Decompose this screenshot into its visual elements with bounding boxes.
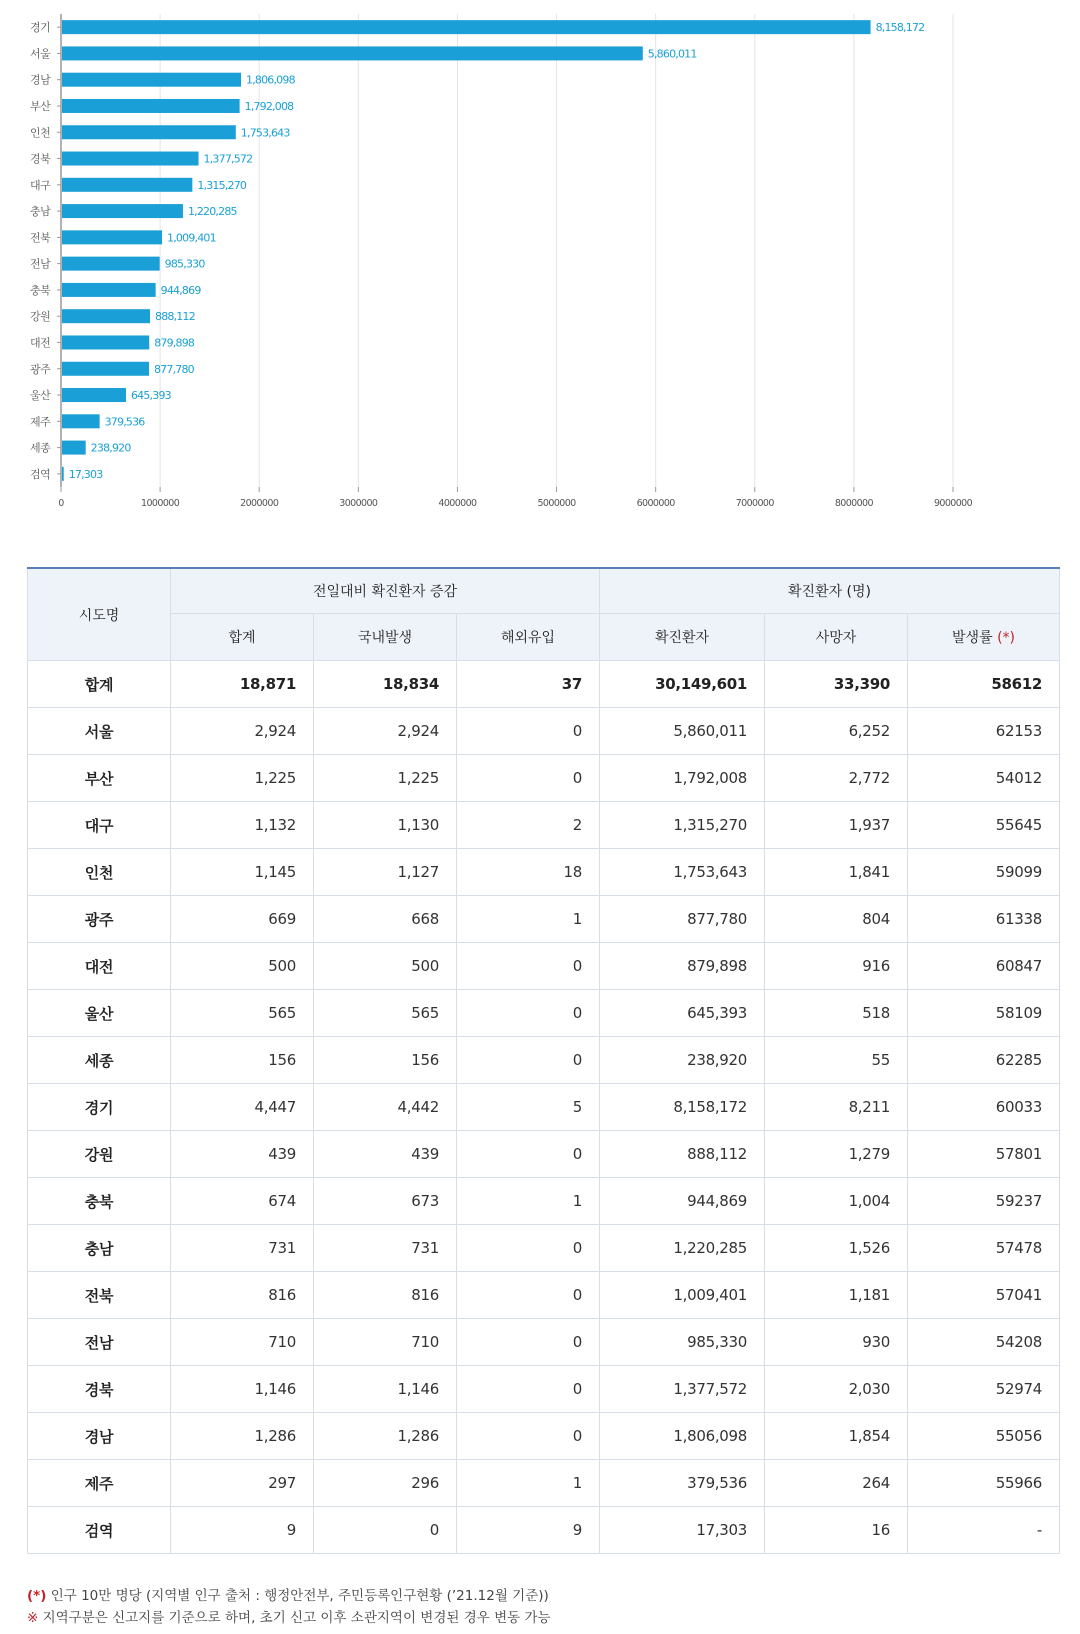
cell-confirmed: 888,112 bbox=[600, 1131, 765, 1178]
header-daily-change: 전일대비 확진환자 증감 bbox=[171, 568, 600, 614]
cell-confirmed: 238,920 bbox=[600, 1037, 765, 1084]
table-row bbox=[28, 1413, 1060, 1460]
header-confirmed: 확진환자 (명) bbox=[600, 568, 1060, 614]
cell-deaths: 1,004 bbox=[765, 1178, 908, 1225]
cell-incidence-rate: 58109 bbox=[908, 990, 1060, 1037]
cell-region: 경기 bbox=[28, 1084, 171, 1131]
bar bbox=[62, 204, 183, 218]
cell-overseas: 0 bbox=[457, 1319, 600, 1366]
cell-daily-total: 816 bbox=[171, 1272, 314, 1319]
cell-daily-total: 297 bbox=[171, 1460, 314, 1507]
cell-incidence-rate: 57801 bbox=[908, 1131, 1060, 1178]
cell-daily-total: 156 bbox=[171, 1037, 314, 1084]
cell-confirmed: 1,315,270 bbox=[600, 802, 765, 849]
table-row bbox=[28, 943, 1060, 990]
header-overseas: 해외유입 bbox=[457, 614, 600, 661]
category-label: 서울 bbox=[30, 47, 51, 61]
cell-incidence-rate: 57478 bbox=[908, 1225, 1060, 1272]
cell-daily-total: 2,924 bbox=[171, 708, 314, 755]
cell-domestic: 439 bbox=[314, 1131, 457, 1178]
table-row bbox=[28, 849, 1060, 896]
cell-daily-total: 731 bbox=[171, 1225, 314, 1272]
cell-region: 충북 bbox=[28, 1178, 171, 1225]
cell-deaths: 264 bbox=[765, 1460, 908, 1507]
bar bbox=[62, 46, 643, 60]
x-tick-label: 9000000 bbox=[933, 498, 973, 509]
cell-daily-total: 4,447 bbox=[171, 1084, 314, 1131]
x-tick-label: 6000000 bbox=[636, 498, 675, 509]
bar-chart bbox=[0, 0, 1080, 540]
x-tick-label: 8000000 bbox=[834, 498, 873, 509]
cell-incidence-rate: 61338 bbox=[908, 896, 1060, 943]
x-tick-label: 5000000 bbox=[537, 498, 576, 509]
cell-deaths: 55 bbox=[765, 1037, 908, 1084]
cell-confirmed: 379,536 bbox=[600, 1460, 765, 1507]
category-label: 경기 bbox=[30, 21, 51, 35]
cell-incidence-rate: 59099 bbox=[908, 849, 1060, 896]
cell-domestic: 18,834 bbox=[314, 661, 457, 708]
cell-incidence-rate: 60847 bbox=[908, 943, 1060, 990]
cell-daily-total: 1,146 bbox=[171, 1366, 314, 1413]
category-label: 검역 bbox=[30, 467, 51, 481]
cell-daily-total: 669 bbox=[171, 896, 314, 943]
value-label: 645,393 bbox=[130, 389, 171, 403]
cell-domestic: 673 bbox=[314, 1178, 457, 1225]
value-label: 238,920 bbox=[90, 441, 131, 455]
cell-incidence-rate: 55645 bbox=[908, 802, 1060, 849]
cell-domestic: 500 bbox=[314, 943, 457, 990]
cell-region: 광주 bbox=[28, 896, 171, 943]
cell-deaths: 33,390 bbox=[765, 661, 908, 708]
cell-incidence-rate: 60033 bbox=[908, 1084, 1060, 1131]
cell-overseas: 9 bbox=[457, 1507, 600, 1554]
value-label: 877,780 bbox=[153, 362, 194, 376]
cell-daily-total: 674 bbox=[171, 1178, 314, 1225]
bar bbox=[62, 362, 149, 376]
value-label: 944,869 bbox=[160, 283, 201, 297]
cell-confirmed: 1,009,401 bbox=[600, 1272, 765, 1319]
table-row bbox=[28, 1037, 1060, 1084]
cell-region: 울산 bbox=[28, 990, 171, 1037]
header-deaths: 사망자 bbox=[765, 614, 908, 661]
cell-confirmed: 1,220,285 bbox=[600, 1225, 765, 1272]
bar bbox=[62, 467, 64, 481]
category-label: 대전 bbox=[30, 336, 51, 350]
header-incidence-rate bbox=[908, 614, 1060, 661]
stats-table bbox=[27, 567, 1060, 1554]
table-row bbox=[28, 708, 1060, 755]
footnotes bbox=[27, 1585, 1067, 1629]
table-row bbox=[28, 1460, 1060, 1507]
bar bbox=[62, 152, 199, 166]
cell-overseas: 1 bbox=[457, 1460, 600, 1507]
cell-domestic: 1,225 bbox=[314, 755, 457, 802]
value-label: 879,898 bbox=[154, 336, 195, 350]
footnote-incidence-text: 인구 10만 명당 (지역별 인구 출처 : 행정안전부, 주민등록인구현황 (’21.12월 기준)) bbox=[46, 1588, 549, 1604]
bar bbox=[62, 388, 126, 402]
category-label: 충남 bbox=[30, 205, 51, 219]
value-label: 1,220,285 bbox=[187, 205, 237, 219]
header-domestic: 국내발생 bbox=[314, 614, 457, 661]
cell-domestic: 565 bbox=[314, 990, 457, 1037]
cell-domestic: 816 bbox=[314, 1272, 457, 1319]
header-total: 합계 bbox=[171, 614, 314, 661]
bar bbox=[62, 125, 236, 139]
cell-deaths: 804 bbox=[765, 896, 908, 943]
x-tick-label: 7000000 bbox=[735, 498, 774, 509]
cell-overseas: 0 bbox=[457, 1366, 600, 1413]
cell-daily-total: 710 bbox=[171, 1319, 314, 1366]
cell-overseas: 18 bbox=[457, 849, 600, 896]
table-row bbox=[28, 1272, 1060, 1319]
cell-region: 세종 bbox=[28, 1037, 171, 1084]
cell-overseas: 37 bbox=[457, 661, 600, 708]
category-label: 제주 bbox=[30, 415, 51, 429]
header-confirmed-cases: 확진환자 bbox=[600, 614, 765, 661]
cell-region: 대구 bbox=[28, 802, 171, 849]
cell-domestic: 156 bbox=[314, 1037, 457, 1084]
footnote-region bbox=[27, 1607, 1067, 1629]
cell-deaths: 518 bbox=[765, 990, 908, 1037]
table-row bbox=[28, 755, 1060, 802]
cell-deaths: 916 bbox=[765, 943, 908, 990]
cell-incidence-rate: 59237 bbox=[908, 1178, 1060, 1225]
cell-overseas: 0 bbox=[457, 1131, 600, 1178]
cell-deaths: 16 bbox=[765, 1507, 908, 1554]
footnote-incidence bbox=[27, 1585, 1067, 1607]
cell-confirmed: 8,158,172 bbox=[600, 1084, 765, 1131]
category-label: 강원 bbox=[30, 310, 51, 324]
cell-domestic: 1,146 bbox=[314, 1366, 457, 1413]
header-region: 시도명 bbox=[28, 568, 171, 661]
cell-overseas: 0 bbox=[457, 1272, 600, 1319]
cell-deaths: 6,252 bbox=[765, 708, 908, 755]
value-label: 1,315,270 bbox=[197, 178, 247, 192]
value-label: 1,753,643 bbox=[240, 126, 290, 140]
cell-deaths: 2,030 bbox=[765, 1366, 908, 1413]
cell-incidence-rate: 62153 bbox=[908, 708, 1060, 755]
table-row bbox=[28, 1178, 1060, 1225]
cell-incidence-rate: 52974 bbox=[908, 1366, 1060, 1413]
cell-region: 합계 bbox=[28, 661, 171, 708]
value-label: 5,860,011 bbox=[647, 47, 697, 61]
cell-overseas: 0 bbox=[457, 1037, 600, 1084]
x-tick-label: 0 bbox=[58, 498, 64, 509]
table-row bbox=[28, 1366, 1060, 1413]
cell-confirmed: 985,330 bbox=[600, 1319, 765, 1366]
value-label: 8,158,172 bbox=[875, 21, 925, 35]
cell-overseas: 0 bbox=[457, 1413, 600, 1460]
cell-region: 부산 bbox=[28, 755, 171, 802]
category-label: 부산 bbox=[30, 99, 51, 113]
cell-overseas: 0 bbox=[457, 708, 600, 755]
cell-daily-total: 1,286 bbox=[171, 1413, 314, 1460]
x-tick-label: 3000000 bbox=[339, 498, 378, 509]
table-row bbox=[28, 1084, 1060, 1131]
cell-domestic: 1,130 bbox=[314, 802, 457, 849]
bar bbox=[62, 257, 160, 271]
table-row bbox=[28, 1225, 1060, 1272]
cell-domestic: 4,442 bbox=[314, 1084, 457, 1131]
cell-domestic: 1,286 bbox=[314, 1413, 457, 1460]
bar-chart-svg bbox=[0, 0, 1080, 540]
cell-region: 경남 bbox=[28, 1413, 171, 1460]
category-label: 충북 bbox=[30, 283, 51, 297]
category-label: 전남 bbox=[30, 257, 51, 271]
table-row bbox=[28, 1319, 1060, 1366]
cell-incidence-rate: 58612 bbox=[908, 661, 1060, 708]
cell-confirmed: 944,869 bbox=[600, 1178, 765, 1225]
cell-confirmed: 17,303 bbox=[600, 1507, 765, 1554]
cell-confirmed: 1,753,643 bbox=[600, 849, 765, 896]
cell-deaths: 8,211 bbox=[765, 1084, 908, 1131]
stats-table-body bbox=[28, 661, 1060, 1554]
value-label: 379,536 bbox=[104, 415, 145, 429]
footnote-asterisk-mark: (*) bbox=[27, 1588, 47, 1604]
cell-overseas: 1 bbox=[457, 1178, 600, 1225]
value-label: 888,112 bbox=[155, 310, 195, 324]
category-label: 경북 bbox=[30, 152, 51, 166]
bar bbox=[62, 414, 100, 428]
cell-daily-total: 565 bbox=[171, 990, 314, 1037]
bar bbox=[62, 335, 149, 349]
cell-deaths: 1,279 bbox=[765, 1131, 908, 1178]
table-row-total bbox=[28, 661, 1060, 708]
cell-overseas: 1 bbox=[457, 896, 600, 943]
cell-overseas: 0 bbox=[457, 1225, 600, 1272]
cell-daily-total: 1,132 bbox=[171, 802, 314, 849]
cell-daily-total: 500 bbox=[171, 943, 314, 990]
value-label: 1,009,401 bbox=[167, 231, 216, 245]
cell-deaths: 1,526 bbox=[765, 1225, 908, 1272]
cell-incidence-rate: 57041 bbox=[908, 1272, 1060, 1319]
cell-confirmed: 877,780 bbox=[600, 896, 765, 943]
cell-domestic: 0 bbox=[314, 1507, 457, 1554]
cell-incidence-rate: 55056 bbox=[908, 1413, 1060, 1460]
category-label: 울산 bbox=[30, 389, 51, 403]
value-label: 985,330 bbox=[164, 257, 205, 271]
cell-domestic: 2,924 bbox=[314, 708, 457, 755]
cell-domestic: 668 bbox=[314, 896, 457, 943]
value-label: 1,377,572 bbox=[203, 152, 253, 166]
bar bbox=[62, 73, 241, 87]
cell-region: 충남 bbox=[28, 1225, 171, 1272]
cell-domestic: 296 bbox=[314, 1460, 457, 1507]
cell-confirmed: 5,860,011 bbox=[600, 708, 765, 755]
cell-region: 전남 bbox=[28, 1319, 171, 1366]
x-tick-label: 2000000 bbox=[240, 498, 279, 509]
value-label: 1,792,008 bbox=[244, 99, 294, 113]
cell-region: 서울 bbox=[28, 708, 171, 755]
cell-deaths: 1,181 bbox=[765, 1272, 908, 1319]
cell-domestic: 731 bbox=[314, 1225, 457, 1272]
footnote-region-text: 지역구분은 신고지를 기준으로 하며, 초기 신고 이후 소관지역이 변경된 경우 변동 가능 bbox=[38, 1610, 551, 1626]
bar bbox=[62, 283, 156, 297]
bar bbox=[62, 441, 86, 455]
category-label: 경남 bbox=[30, 73, 51, 87]
cell-overseas: 5 bbox=[457, 1084, 600, 1131]
table-row bbox=[28, 896, 1060, 943]
cell-incidence-rate: 54208 bbox=[908, 1319, 1060, 1366]
cell-deaths: 1,841 bbox=[765, 849, 908, 896]
bar bbox=[62, 309, 150, 323]
x-tick-label: 1000000 bbox=[141, 498, 180, 509]
category-label: 전북 bbox=[30, 231, 51, 245]
category-label: 세종 bbox=[30, 441, 51, 455]
cell-region: 대전 bbox=[28, 943, 171, 990]
bar bbox=[62, 230, 162, 244]
value-label: 17,303 bbox=[68, 467, 103, 481]
cell-daily-total: 439 bbox=[171, 1131, 314, 1178]
cell-region: 전북 bbox=[28, 1272, 171, 1319]
category-label: 인천 bbox=[30, 126, 51, 140]
category-label: 광주 bbox=[30, 362, 51, 376]
cell-confirmed: 1,377,572 bbox=[600, 1366, 765, 1413]
cell-region: 강원 bbox=[28, 1131, 171, 1178]
cell-region: 검역 bbox=[28, 1507, 171, 1554]
cell-deaths: 1,937 bbox=[765, 802, 908, 849]
bar bbox=[62, 178, 192, 192]
table-row bbox=[28, 990, 1060, 1037]
cell-daily-total: 9 bbox=[171, 1507, 314, 1554]
cell-incidence-rate: 54012 bbox=[908, 755, 1060, 802]
table-row bbox=[28, 1131, 1060, 1178]
cell-deaths: 1,854 bbox=[765, 1413, 908, 1460]
cell-confirmed: 30,149,601 bbox=[600, 661, 765, 708]
cell-overseas: 0 bbox=[457, 990, 600, 1037]
table-row bbox=[28, 1507, 1060, 1554]
cell-confirmed: 879,898 bbox=[600, 943, 765, 990]
cell-region: 인천 bbox=[28, 849, 171, 896]
category-label: 대구 bbox=[30, 178, 51, 192]
cell-overseas: 2 bbox=[457, 802, 600, 849]
cell-overseas: 0 bbox=[457, 755, 600, 802]
x-tick-label: 4000000 bbox=[438, 498, 477, 509]
table-row bbox=[28, 802, 1060, 849]
cell-incidence-rate: 62285 bbox=[908, 1037, 1060, 1084]
cell-overseas: 0 bbox=[457, 943, 600, 990]
cell-daily-total: 1,225 bbox=[171, 755, 314, 802]
cell-incidence-rate: 55966 bbox=[908, 1460, 1060, 1507]
cell-confirmed: 645,393 bbox=[600, 990, 765, 1037]
cell-deaths: 2,772 bbox=[765, 755, 908, 802]
bar bbox=[62, 20, 871, 34]
cell-domestic: 710 bbox=[314, 1319, 457, 1366]
incidence-rate-mark: (*) bbox=[997, 630, 1015, 646]
cell-deaths: 930 bbox=[765, 1319, 908, 1366]
bar bbox=[62, 99, 240, 113]
cell-region: 제주 bbox=[28, 1460, 171, 1507]
cell-confirmed: 1,792,008 bbox=[600, 755, 765, 802]
cell-region: 경북 bbox=[28, 1366, 171, 1413]
footnote-reference-mark: ※ bbox=[27, 1610, 39, 1626]
incidence-rate-label: 발생률 bbox=[952, 630, 993, 646]
value-label: 1,806,098 bbox=[246, 73, 295, 87]
cell-incidence-rate: - bbox=[908, 1507, 1060, 1554]
cell-domestic: 1,127 bbox=[314, 849, 457, 896]
stats-table-container bbox=[27, 567, 1059, 1554]
cell-confirmed: 1,806,098 bbox=[600, 1413, 765, 1460]
cell-daily-total: 1,145 bbox=[171, 849, 314, 896]
cell-daily-total: 18,871 bbox=[171, 661, 314, 708]
